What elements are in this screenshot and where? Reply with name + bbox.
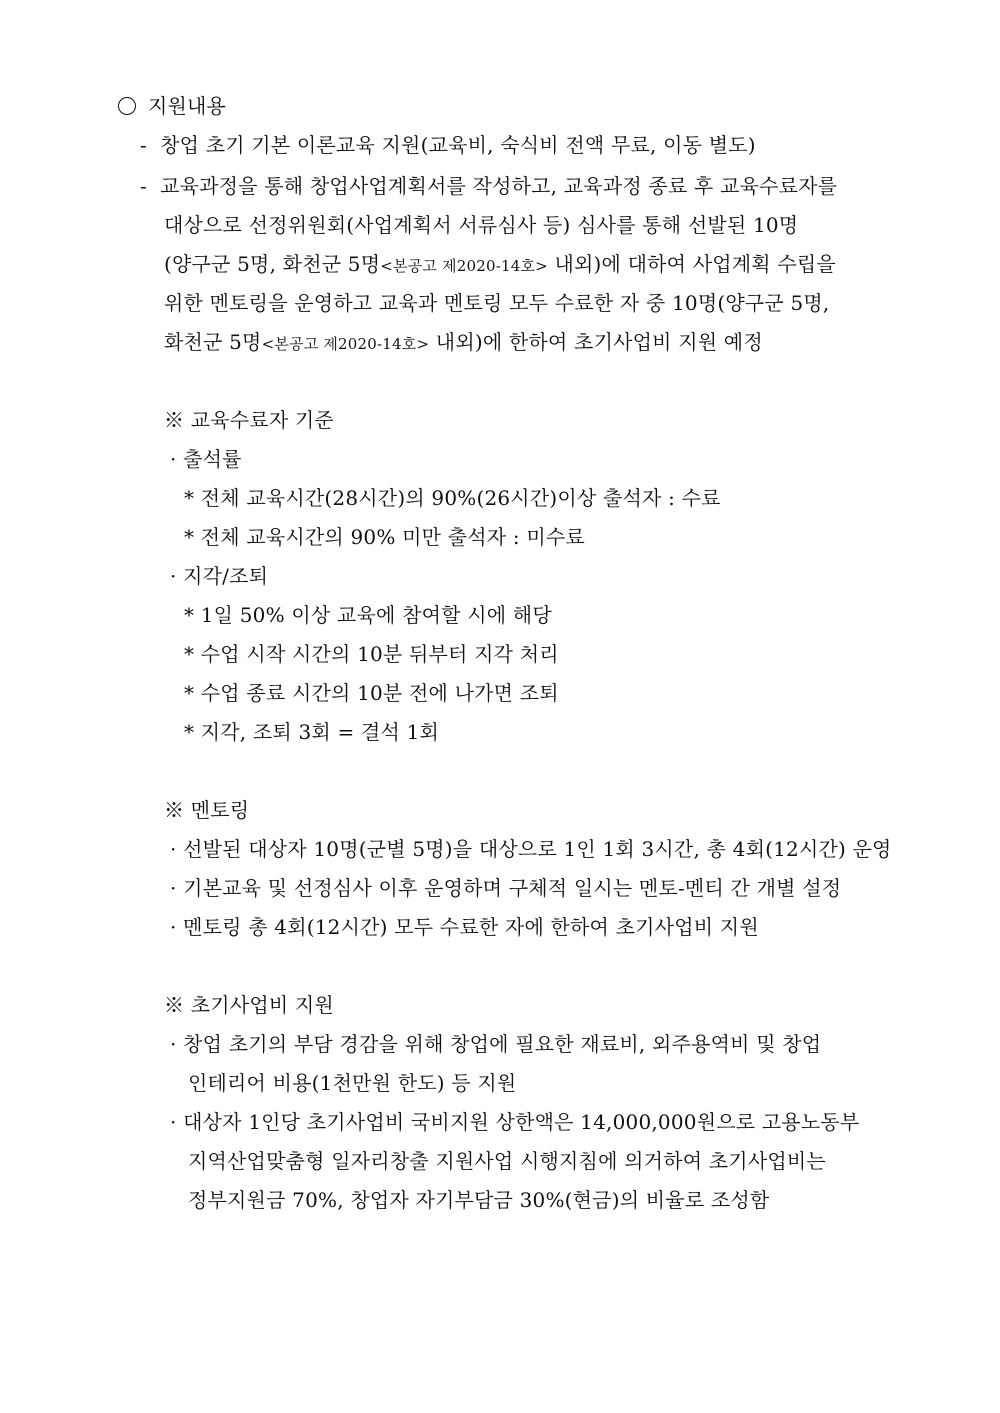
tardy-rule: * 수업 시작 시간의 10분 뒤부터 지각 처리 [184,642,559,666]
funding-heading: ※ 초기사업비 지원 [164,993,334,1017]
tardy-label: · 지각/조퇴 [170,564,269,588]
funding-bullet-2-line-3: 정부지원금 70%, 창업자 자기부담금 30%(현금)의 비율로 조성함 [188,1188,770,1212]
support-item-2-line-2: 대상으로 선정위원회(사업계획서 서류심사 등) 심사를 통해 선발된 10명 [164,213,799,237]
funding-bullet-1-line-2: 인테리어 비용(1천만원 한도) 등 지원 [188,1071,517,1095]
attendance-rule: * 전체 교육시간의 90% 미만 출석자 : 미수료 [184,525,585,549]
attendance-label: · 출석률 [170,447,242,471]
funding-bullet-1-line-1: · 창업 초기의 부담 경감을 위해 창업에 필요한 재료비, 외주용역비 및 창업 [170,1032,822,1056]
section-title: 지원내용 [118,93,226,119]
support-item-2-line-4: 위한 멘토링을 운영하고 교육과 멘토링 모두 수료한 자 중 10명(양구군 5명, [164,291,830,315]
funding-bullet-2-line-2: 지역산업맞춤형 일자리창출 지원사업 시행지침에 의거하여 초기사업비는 [188,1149,826,1173]
tardy-rule: * 1일 50% 이상 교육에 참여할 시에 해당 [184,603,552,627]
support-item-1: - 창업 초기 기본 이론교육 지원(교육비, 숙식비 전액 무료, 이동 별도) [140,133,756,157]
mentoring-bullet: · 기본교육 및 선정심사 이후 운영하며 구체적 일시는 멘토-멘티 간 개별 설정 [170,876,842,900]
support-item-2-line-5: 화천군 5명<본공고 제2020-14호> 내외)에 한하여 초기사업비 지원 예정 [164,330,763,354]
funding-bullet-2-line-1: · 대상자 1인당 초기사업비 국비지원 상한액은 14,000,000원으로 고용노동부 [170,1110,860,1134]
tardy-rule: * 수업 종료 시간의 10분 전에 나가면 조퇴 [184,681,559,705]
mentoring-bullet: · 선발된 대상자 10명(군별 5명)을 대상으로 1인 1회 3시간, 총 4회(12시간) 운영 [170,837,892,861]
criteria-heading: ※ 교육수료자 기준 [164,408,334,432]
mentoring-heading: ※ 멘토링 [164,798,250,822]
tardy-rule: * 지각, 조퇴 3회 = 결석 1회 [184,720,440,744]
circle-bullet-icon [118,97,136,115]
attendance-rule: * 전체 교육시간(28시간)의 90%(26시간)이상 출석자 : 수료 [184,486,721,510]
support-item-2-line-3: (양구군 5명, 화천군 5명<본공고 제2020-14호> 내외)에 대하여 사업계획 수립을 [164,252,836,276]
support-item-2-line-1: - 교육과정을 통해 창업사업계획서를 작성하고, 교육과정 종료 후 교육수료자를 [140,174,838,198]
mentoring-bullet: · 멘토링 총 4회(12시간) 모두 수료한 자에 한하여 초기사업비 지원 [170,915,759,939]
